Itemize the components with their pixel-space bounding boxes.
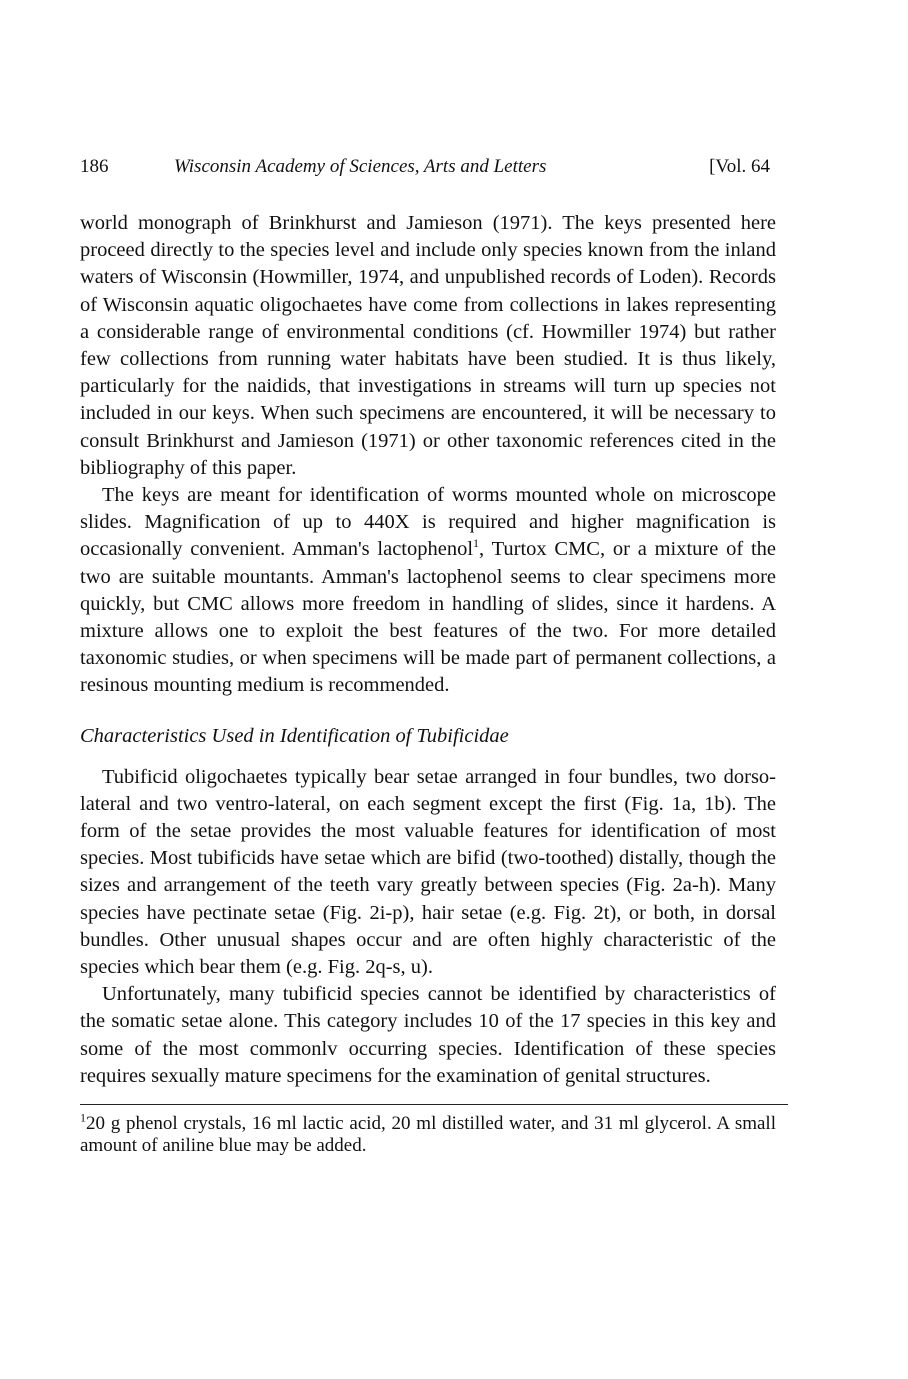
paragraph-2-part-b: , Turtox CMC, or a mixture of the two are suitable mountants. Amman's lactophenol seems to clear specimens more quickly, but CMC allows more freedom in handling of slides, since it hardens. A mixture allows one to exploit the best features of the two. For more detailed taxonomic studies, or when specimens will be made part of permanent collections, a resinous mounting medium is recommended.: [80, 538, 776, 697]
page-number: 186: [80, 156, 109, 177]
paragraph-4: Unfortunately, many tubificid species cannot be identified by characteristics of the somatic setae alone. This category includes 10 of the 17 species in this key and some of the most commonlv occurring species. Identification of these species requires sexually mature specimens for the examination of genital structures.: [80, 983, 776, 1087]
body-text: [80, 210, 776, 1090]
paragraph-3: Tubificid oligochaetes typically bear setae arranged in four bundles, two dorso-lateral and two ventro-lateral, on each segment except the first (Fig. 1a, 1b). The form of the setae provides the most valuable features for identification of most species. Most tubificids have setae which are bifid (two-toothed) distally, though the sizes and arrangement of the teeth vary greatly between species (Fig. 2a-h). Many species have pectinate setae (Fig. 2i-p), hair setae (e.g. Fig. 2t), or both, in dorsal bundles. Other unusual shapes occur and are often highly characteristic of the species which bear them (e.g. Fig. 2q-s, u).: [80, 765, 776, 979]
volume-label: [Vol. 64: [709, 156, 770, 177]
footnote-marker: 1: [80, 1110, 86, 1125]
footnote-divider: [80, 1104, 788, 1105]
footnote-reference: 1: [473, 536, 480, 551]
footnote-text: 20 g phenol crystals, 16 ml lactic acid, 20 ml distilled water, and 31 ml glycerol. A small amount of aniline blue may be added.: [80, 1113, 776, 1157]
journal-title: Wisconsin Academy of Sciences, Arts and Letters: [174, 156, 547, 177]
section-heading: Characteristics Used in Identification of Tubificidae: [80, 724, 509, 747]
paragraph-2-part-a: The keys are meant for identification of worms mounted whole on microscope slides. Magnification of up to 440X is required and higher magnification is occasionally convenient. Amman's lactophenol: [80, 484, 776, 561]
running-head: [80, 150, 776, 184]
paragraph-1: world monograph of Brinkhurst and Jamieson (1971). The keys presented here proceed directly to the species level and include only species known from the inland waters of Wisconsin (Howmiller, 1974, and unpublished records of Loden). Records of Wisconsin aquatic oligochaetes have come from collections in lakes representing a considerable range of environmental conditions (cf. Howmiller 1974) but rather few collections from running water habitats have been studied. It is thus likely, particularly for the naidids, that investigations in streams will turn up species not included in our keys. When such specimens are encountered, it will be necessary to consult Brinkhurst and Jamieson (1971) or other taxonomic references cited in the bibliography of this paper.: [80, 212, 776, 479]
footnote: [80, 1110, 776, 1157]
page: [80, 150, 776, 1157]
paragraph-2: [80, 482, 776, 700]
